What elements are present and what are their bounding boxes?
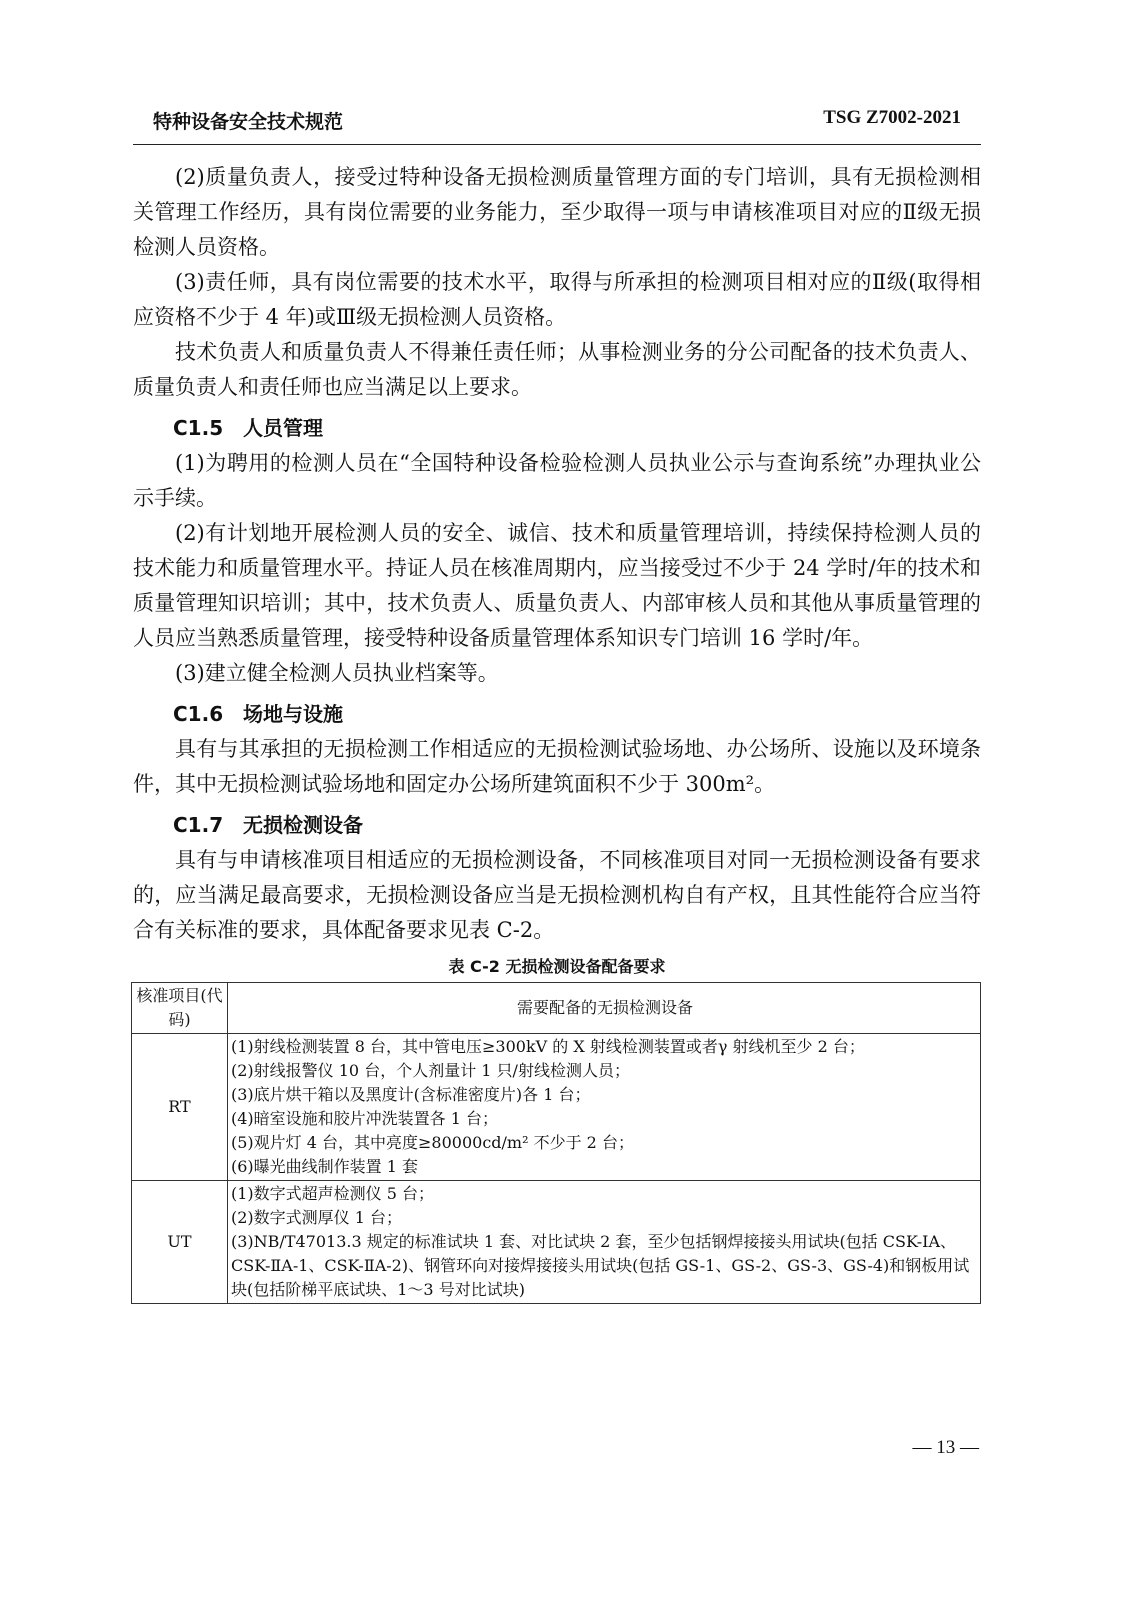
table-row [132, 1034, 981, 1181]
section-title: 场地与设施 [243, 702, 343, 726]
paragraph-c1-5-3: (3)建立健全检测人员执业档案等。 [175, 661, 499, 685]
table-item: (2)射线报警仪 10 台，个人剂量计 1 只/射线检测人员； [231, 1061, 630, 1080]
row-code: RT [132, 1034, 228, 1181]
table-item: (1)数字式超声检测仪 5 台； [231, 1184, 435, 1203]
table-item: (1)射线检测装置 8 台，其中管电压≥300kV 的 X 射线检测装置或者γ 射线机至少 2 台； [231, 1037, 865, 1056]
header-standard-code: TSG Z7002-2021 [823, 107, 961, 128]
page-body [133, 160, 981, 1304]
table-item: (2)数字式测厚仪 1 台； [231, 1208, 403, 1227]
section-heading-c1-5 [133, 411, 981, 446]
table-item: (4)暗室设施和胶片冲洗装置各 1 台； [231, 1109, 499, 1128]
table-caption: 表 C-2 无损检测设备配备要求 [448, 957, 666, 976]
paragraph-concurrent-post-rule: 技术负责人和质量负责人不得兼任责任师；从事检测业务的分公司配备的技术负责人、质量负责人和责任师也应当满足以上要求。 [133, 340, 981, 399]
paragraph-responsible-engineer: (3)责任师，具有岗位需要的技术水平，取得与所承担的检测项目相对应的Ⅱ级(取得相应资格不少于 4 年)或Ⅲ级无损检测人员资格。 [133, 270, 981, 329]
row-code: UT [132, 1181, 228, 1304]
section-number: C1.7 [173, 813, 224, 837]
section-title: 人员管理 [243, 416, 323, 440]
paragraph-c1-7: 具有与申请核准项目相适应的无损检测设备，不同核准项目对同一无损检测设备有要求的，应当满足最高要求，无损检测设备应当是无损检测机构自有产权，且其性能符合应当符合有关标准的要求，具体配备要求见表 C-2。 [133, 848, 981, 942]
header-equipment: 需要配备的无损检测设备 [228, 983, 981, 1034]
paragraph-c1-5-2: (2)有计划地开展检测人员的安全、诚信、技术和质量管理培训，持续保持检测人员的技术能力和质量管理水平。持证人员在核准周期内，应当接受过不少于 24 学时/年的技术和质量管理知识培训；其中，技术负责人、质量负责人、内部审核人员和其他从事质量管理的人员应当熟悉质量管理，接受特种设备质量管理体系知识专门培训 16 学时/年。 [133, 521, 981, 650]
table-item: (5)观片灯 4 台，其中亮度≥80000cd/m² 不少于 2 台； [231, 1133, 634, 1152]
equipment-table [131, 982, 981, 1304]
section-title: 无损检测设备 [243, 813, 363, 837]
page-number: — 13 — [912, 1437, 979, 1458]
row-items [228, 1034, 981, 1181]
table-item: (3)NB/T47013.3 规定的标准试块 1 套、对比试块 2 套，至少包括钢焊接接头用试块(包括 CSK-ⅠA、CSK-ⅡA-1、CSK-ⅡA-2)、钢管环向对接焊接接头用试块(包括 GS-1、GS-2、GS-3、GS-4)和钢板用试块(包括阶梯平底试块、1～3 号对比试块) [231, 1232, 970, 1299]
paragraph-quality-manager: (2)质量负责人，接受过特种设备无损检测质量管理方面的专门培训，具有无损检测相关管理工作经历，具有岗位需要的业务能力，至少取得一项与申请核准项目对应的Ⅱ级无损检测人员资格。 [133, 165, 981, 259]
section-number: C1.5 [173, 416, 224, 440]
section-heading-c1-6 [133, 697, 981, 732]
running-header [133, 104, 981, 145]
paragraph-c1-5-1: (1)为聘用的检测人员在“全国特种设备检验检测人员执业公示与查询系统”办理执业公示手续。 [133, 451, 981, 510]
header-standard-title: 特种设备安全技术规范 [153, 111, 344, 133]
section-heading-c1-7 [133, 808, 981, 843]
row-items [228, 1181, 981, 1304]
section-number: C1.6 [173, 702, 224, 726]
table-item: (3)底片烘干箱以及黑度计(含标准密度片)各 1 台； [231, 1085, 591, 1104]
table-row [132, 1181, 981, 1304]
table-header-row [132, 983, 981, 1034]
header-code: 核准项目(代码) [132, 983, 228, 1034]
paragraph-c1-6: 具有与其承担的无损检测工作相适应的无损检测试验场地、办公场所、设施以及环境条件，其中无损检测试验场地和固定办公场所建筑面积不少于 300m²。 [133, 737, 981, 796]
table-item: (6)曝光曲线制作装置 1 套 [231, 1157, 419, 1176]
